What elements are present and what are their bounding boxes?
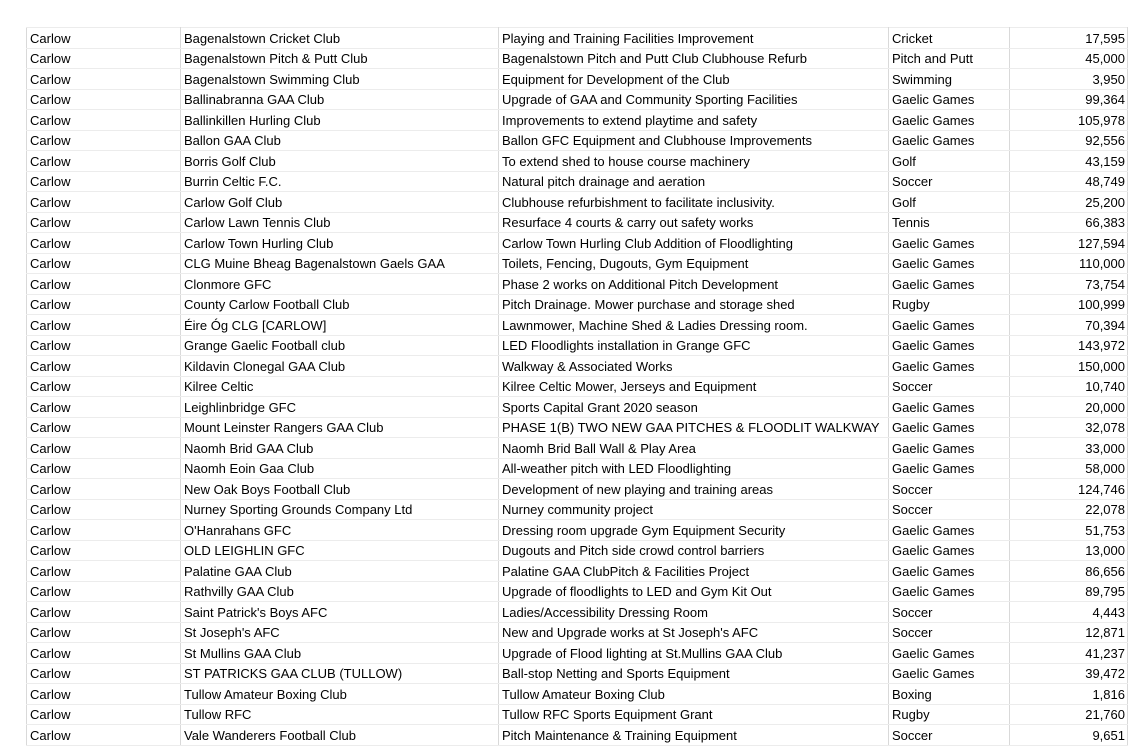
club-name-cell[interactable]: Éire Óg CLG [CARLOW] [181, 315, 499, 336]
table-row [27, 602, 1128, 623]
county-cell[interactable]: Carlow [27, 376, 181, 397]
club-name-cell[interactable]: New Oak Boys Football Club [181, 479, 499, 500]
sport-cell[interactable]: Gaelic Games [889, 253, 1010, 274]
project-cell[interactable]: Ballon GFC Equipment and Clubhouse Improvements [499, 130, 889, 151]
table-row [27, 397, 1128, 418]
table-row [27, 458, 1128, 479]
table-row [27, 499, 1128, 520]
amount-cell[interactable]: 13,000 [1010, 540, 1128, 561]
sport-cell[interactable]: Tennis [889, 212, 1010, 233]
amount-cell[interactable]: 143,972 [1010, 335, 1128, 356]
amount-cell[interactable]: 25,200 [1010, 192, 1128, 213]
sport-cell[interactable]: Gaelic Games [889, 438, 1010, 459]
sport-cell[interactable]: Boxing [889, 684, 1010, 705]
sport-cell[interactable]: Rugby [889, 704, 1010, 725]
sport-cell[interactable]: Soccer [889, 171, 1010, 192]
project-cell[interactable]: Sports Capital Grant 2020 season [499, 397, 889, 418]
amount-cell[interactable]: 22,078 [1010, 499, 1128, 520]
table-row [27, 89, 1128, 110]
sport-cell[interactable]: Gaelic Games [889, 540, 1010, 561]
sport-cell[interactable]: Gaelic Games [889, 397, 1010, 418]
table-row [27, 69, 1128, 90]
sport-cell[interactable]: Gaelic Games [889, 561, 1010, 582]
club-name-cell[interactable]: Nurney Sporting Grounds Company Ltd [181, 499, 499, 520]
project-cell[interactable]: Walkway & Associated Works [499, 356, 889, 377]
table-row [27, 130, 1128, 151]
sport-cell[interactable]: Gaelic Games [889, 417, 1010, 438]
amount-cell[interactable]: 150,000 [1010, 356, 1128, 377]
county-cell[interactable]: Carlow [27, 438, 181, 459]
project-cell[interactable]: Tullow RFC Sports Equipment Grant [499, 704, 889, 725]
county-cell[interactable]: Carlow [27, 69, 181, 90]
amount-cell[interactable]: 41,237 [1010, 643, 1128, 664]
project-cell[interactable]: Carlow Town Hurling Club Addition of Floodlighting [499, 233, 889, 254]
amount-cell[interactable]: 110,000 [1010, 253, 1128, 274]
club-name-cell[interactable]: Saint Patrick's Boys AFC [181, 602, 499, 623]
sport-cell[interactable]: Soccer [889, 499, 1010, 520]
project-cell[interactable]: Palatine GAA ClubPitch & Facilities Project [499, 561, 889, 582]
club-name-cell[interactable]: Kilree Celtic [181, 376, 499, 397]
club-name-cell[interactable]: O'Hanrahans GFC [181, 520, 499, 541]
table-row [27, 212, 1128, 233]
club-name-cell[interactable]: Burrin Celtic F.C. [181, 171, 499, 192]
table-row [27, 704, 1128, 725]
table-row [27, 48, 1128, 69]
table-row [27, 725, 1128, 746]
club-name-cell[interactable]: Mount Leinster Rangers GAA Club [181, 417, 499, 438]
sport-cell[interactable]: Golf [889, 151, 1010, 172]
amount-cell[interactable]: 105,978 [1010, 110, 1128, 131]
county-cell[interactable]: Carlow [27, 540, 181, 561]
county-cell[interactable]: Carlow [27, 663, 181, 684]
county-cell[interactable]: Carlow [27, 520, 181, 541]
county-cell[interactable]: Carlow [27, 499, 181, 520]
county-cell[interactable]: Carlow [27, 233, 181, 254]
county-cell[interactable]: Carlow [27, 294, 181, 315]
sport-cell[interactable]: Gaelic Games [889, 89, 1010, 110]
amount-cell[interactable]: 43,159 [1010, 151, 1128, 172]
table-row [27, 684, 1128, 705]
amount-cell[interactable]: 89,795 [1010, 581, 1128, 602]
table-row [27, 28, 1128, 49]
county-cell[interactable]: Carlow [27, 335, 181, 356]
county-cell[interactable]: Carlow [27, 253, 181, 274]
table-row [27, 233, 1128, 254]
table-row [27, 663, 1128, 684]
county-cell[interactable]: Carlow [27, 171, 181, 192]
amount-cell[interactable]: 99,364 [1010, 89, 1128, 110]
club-name-cell[interactable]: Kildavin Clonegal GAA Club [181, 356, 499, 377]
sport-cell[interactable]: Swimming [889, 69, 1010, 90]
amount-cell[interactable]: 4,443 [1010, 602, 1128, 623]
sport-cell[interactable]: Golf [889, 192, 1010, 213]
sport-cell[interactable]: Gaelic Games [889, 643, 1010, 664]
county-cell[interactable]: Carlow [27, 704, 181, 725]
sport-cell[interactable]: Soccer [889, 376, 1010, 397]
sport-cell[interactable]: Gaelic Games [889, 110, 1010, 131]
club-name-cell[interactable]: Leighlinbridge GFC [181, 397, 499, 418]
club-name-cell[interactable]: Naomh Brid GAA Club [181, 438, 499, 459]
project-cell[interactable]: Clubhouse refurbishment to facilitate inclusivity. [499, 192, 889, 213]
table-row [27, 438, 1128, 459]
table-row [27, 253, 1128, 274]
amount-cell[interactable]: 17,595 [1010, 28, 1128, 49]
amount-cell[interactable]: 12,871 [1010, 622, 1128, 643]
county-cell[interactable]: Carlow [27, 89, 181, 110]
project-cell[interactable]: Natural pitch drainage and aeration [499, 171, 889, 192]
project-cell[interactable]: Pitch Maintenance & Training Equipment [499, 725, 889, 746]
amount-cell[interactable]: 73,754 [1010, 274, 1128, 295]
project-cell[interactable]: Dugouts and Pitch side crowd control barriers [499, 540, 889, 561]
project-cell[interactable]: Upgrade of GAA and Community Sporting Facilities [499, 89, 889, 110]
club-name-cell[interactable]: Ballon GAA Club [181, 130, 499, 151]
table-row [27, 417, 1128, 438]
project-cell[interactable]: Ball-stop Netting and Sports Equipment [499, 663, 889, 684]
project-cell[interactable]: All-weather pitch with LED Floodlighting [499, 458, 889, 479]
club-name-cell[interactable]: CLG Muine Bheag Bagenalstown Gaels GAA [181, 253, 499, 274]
sport-cell[interactable]: Gaelic Games [889, 581, 1010, 602]
county-cell[interactable]: Carlow [27, 725, 181, 746]
county-cell[interactable]: Carlow [27, 28, 181, 49]
grants-table-body [27, 28, 1128, 746]
project-cell[interactable]: Development of new playing and training areas [499, 479, 889, 500]
sport-cell[interactable]: Gaelic Games [889, 458, 1010, 479]
table-row [27, 622, 1128, 643]
amount-cell[interactable]: 92,556 [1010, 130, 1128, 151]
table-row [27, 171, 1128, 192]
project-cell[interactable]: Kilree Celtic Mower, Jerseys and Equipment [499, 376, 889, 397]
club-name-cell[interactable]: Tullow RFC [181, 704, 499, 725]
club-name-cell[interactable]: Grange Gaelic Football club [181, 335, 499, 356]
club-name-cell[interactable]: Naomh Eoin Gaa Club [181, 458, 499, 479]
project-cell[interactable]: PHASE 1(B) TWO NEW GAA PITCHES & FLOODLIT WALKWAY [499, 417, 889, 438]
project-cell[interactable]: Pitch Drainage. Mower purchase and storage shed [499, 294, 889, 315]
club-name-cell[interactable]: OLD LEIGHLIN GFC [181, 540, 499, 561]
amount-cell[interactable]: 3,950 [1010, 69, 1128, 90]
amount-cell[interactable]: 127,594 [1010, 233, 1128, 254]
county-cell[interactable]: Carlow [27, 581, 181, 602]
project-cell[interactable]: LED Floodlights installation in Grange GFC [499, 335, 889, 356]
amount-cell[interactable]: 32,078 [1010, 417, 1128, 438]
amount-cell[interactable]: 100,999 [1010, 294, 1128, 315]
sport-cell[interactable]: Gaelic Games [889, 130, 1010, 151]
club-name-cell[interactable]: Bagenalstown Swimming Club [181, 69, 499, 90]
sport-cell[interactable]: Gaelic Games [889, 233, 1010, 254]
sport-cell[interactable]: Soccer [889, 602, 1010, 623]
project-cell[interactable]: Bagenalstown Pitch and Putt Club Clubhouse Refurb [499, 48, 889, 69]
club-name-cell[interactable]: Bagenalstown Cricket Club [181, 28, 499, 49]
amount-cell[interactable]: 1,816 [1010, 684, 1128, 705]
project-cell[interactable]: New and Upgrade works at St Joseph's AFC [499, 622, 889, 643]
project-cell[interactable]: Phase 2 works on Additional Pitch Development [499, 274, 889, 295]
county-cell[interactable]: Carlow [27, 110, 181, 131]
project-cell[interactable]: Dressing room upgrade Gym Equipment Security [499, 520, 889, 541]
county-cell[interactable]: Carlow [27, 315, 181, 336]
club-name-cell[interactable]: Palatine GAA Club [181, 561, 499, 582]
club-name-cell[interactable]: Borris Golf Club [181, 151, 499, 172]
table-row [27, 581, 1128, 602]
project-cell[interactable]: Ladies/Accessibility Dressing Room [499, 602, 889, 623]
project-cell[interactable]: Upgrade of floodlights to LED and Gym Kit Out [499, 581, 889, 602]
club-name-cell[interactable]: Carlow Golf Club [181, 192, 499, 213]
project-cell[interactable]: Upgrade of Flood lighting at St.Mullins GAA Club [499, 643, 889, 664]
county-cell[interactable]: Carlow [27, 151, 181, 172]
county-cell[interactable]: Carlow [27, 212, 181, 233]
project-cell[interactable]: Lawnmower, Machine Shed & Ladies Dressing room. [499, 315, 889, 336]
club-name-cell[interactable]: Rathvilly GAA Club [181, 581, 499, 602]
county-cell[interactable]: Carlow [27, 602, 181, 623]
county-cell[interactable]: Carlow [27, 643, 181, 664]
table-row [27, 479, 1128, 500]
sport-cell[interactable]: Soccer [889, 622, 1010, 643]
county-cell[interactable]: Carlow [27, 684, 181, 705]
club-name-cell[interactable]: ST PATRICKS GAA CLUB (TULLOW) [181, 663, 499, 684]
table-row [27, 315, 1128, 336]
county-cell[interactable]: Carlow [27, 48, 181, 69]
amount-cell[interactable]: 9,651 [1010, 725, 1128, 746]
table-row [27, 274, 1128, 295]
club-name-cell[interactable]: Ballinabranna GAA Club [181, 89, 499, 110]
sport-cell[interactable]: Soccer [889, 725, 1010, 746]
table-row [27, 643, 1128, 664]
county-cell[interactable]: Carlow [27, 561, 181, 582]
table-row [27, 294, 1128, 315]
club-name-cell[interactable]: Bagenalstown Pitch & Putt Club [181, 48, 499, 69]
project-cell[interactable]: Equipment for Development of the Club [499, 69, 889, 90]
club-name-cell[interactable]: Ballinkillen Hurling Club [181, 110, 499, 131]
club-name-cell[interactable]: Carlow Lawn Tennis Club [181, 212, 499, 233]
project-cell[interactable]: Nurney community project [499, 499, 889, 520]
county-cell[interactable]: Carlow [27, 479, 181, 500]
amount-cell[interactable]: 70,394 [1010, 315, 1128, 336]
project-cell[interactable]: Toilets, Fencing, Dugouts, Gym Equipment [499, 253, 889, 274]
amount-cell[interactable]: 124,746 [1010, 479, 1128, 500]
sport-cell[interactable]: Gaelic Games [889, 335, 1010, 356]
county-cell[interactable]: Carlow [27, 397, 181, 418]
sport-cell[interactable]: Gaelic Games [889, 520, 1010, 541]
amount-cell[interactable]: 20,000 [1010, 397, 1128, 418]
table-row [27, 110, 1128, 131]
amount-cell[interactable]: 48,749 [1010, 171, 1128, 192]
table-row [27, 376, 1128, 397]
sport-cell[interactable]: Gaelic Games [889, 663, 1010, 684]
club-name-cell[interactable]: Tullow Amateur Boxing Club [181, 684, 499, 705]
club-name-cell[interactable]: Clonmore GFC [181, 274, 499, 295]
table-row [27, 356, 1128, 377]
project-cell[interactable]: Tullow Amateur Boxing Club [499, 684, 889, 705]
table-row [27, 335, 1128, 356]
table-row [27, 192, 1128, 213]
project-cell[interactable]: Resurface 4 courts & carry out safety works [499, 212, 889, 233]
county-cell[interactable]: Carlow [27, 130, 181, 151]
sport-cell[interactable]: Gaelic Games [889, 356, 1010, 377]
club-name-cell[interactable]: County Carlow Football Club [181, 294, 499, 315]
county-cell[interactable]: Carlow [27, 622, 181, 643]
table-row [27, 540, 1128, 561]
club-name-cell[interactable]: Carlow Town Hurling Club [181, 233, 499, 254]
sport-cell[interactable]: Rugby [889, 294, 1010, 315]
amount-cell[interactable]: 39,472 [1010, 663, 1128, 684]
county-cell[interactable]: Carlow [27, 356, 181, 377]
amount-cell[interactable]: 86,656 [1010, 561, 1128, 582]
amount-cell[interactable]: 66,383 [1010, 212, 1128, 233]
table-row [27, 561, 1128, 582]
club-name-cell[interactable]: St Joseph's AFC [181, 622, 499, 643]
sport-cell[interactable]: Soccer [889, 479, 1010, 500]
amount-cell[interactable]: 10,740 [1010, 376, 1128, 397]
sport-cell[interactable]: Cricket [889, 28, 1010, 49]
table-row [27, 151, 1128, 172]
county-cell[interactable]: Carlow [27, 192, 181, 213]
sport-cell[interactable]: Pitch and Putt [889, 48, 1010, 69]
county-cell[interactable]: Carlow [27, 417, 181, 438]
county-cell[interactable]: Carlow [27, 458, 181, 479]
amount-cell[interactable]: 51,753 [1010, 520, 1128, 541]
club-name-cell[interactable]: Vale Wanderers Football Club [181, 725, 499, 746]
club-name-cell[interactable]: St Mullins GAA Club [181, 643, 499, 664]
sport-cell[interactable]: Gaelic Games [889, 274, 1010, 295]
amount-cell[interactable]: 21,760 [1010, 704, 1128, 725]
amount-cell[interactable]: 45,000 [1010, 48, 1128, 69]
sport-cell[interactable]: Gaelic Games [889, 315, 1010, 336]
amount-cell[interactable]: 33,000 [1010, 438, 1128, 459]
table-row [27, 520, 1128, 541]
project-cell[interactable]: Naomh Brid Ball Wall & Play Area [499, 438, 889, 459]
grants-table [26, 27, 1128, 746]
project-cell[interactable]: To extend shed to house course machinery [499, 151, 889, 172]
project-cell[interactable]: Improvements to extend playtime and safety [499, 110, 889, 131]
amount-cell[interactable]: 58,000 [1010, 458, 1128, 479]
project-cell[interactable]: Playing and Training Facilities Improvement [499, 28, 889, 49]
county-cell[interactable]: Carlow [27, 274, 181, 295]
